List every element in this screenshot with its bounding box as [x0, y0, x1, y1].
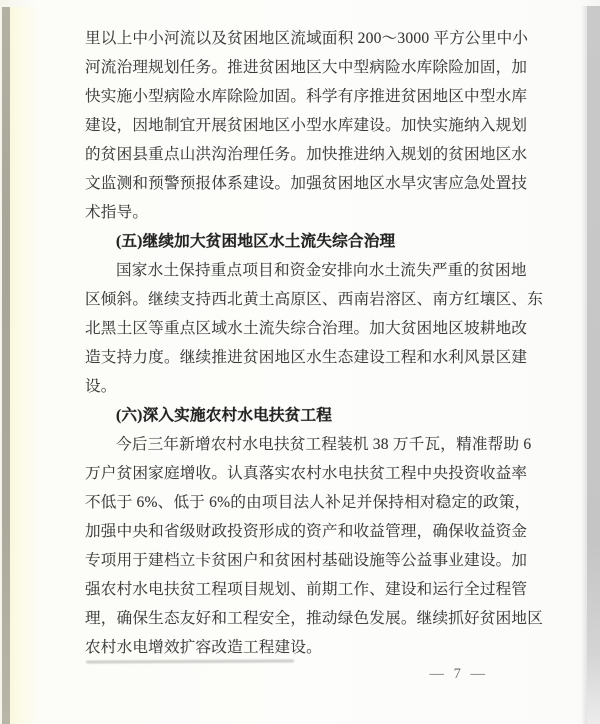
body-line: 理，确保生态友好和工程安全，推动绿色发展。继续抓好贫困地区 [85, 610, 544, 627]
body-line: 建设，因地制宜开展贫困地区小型水库建设。加快实施纳入规划 [85, 117, 528, 134]
body-line: 不低于 6%、低于 6%的由项目法人补足并保持相对稳定的政策， [85, 494, 531, 511]
page-number: — 7 — [429, 666, 488, 682]
body-line: 快实施小型病险水库除险加固。科学有序推进贫困地区中型水库 [85, 88, 528, 105]
body-line: 北黑土区等重点区域水土流失综合治理。加大贫困地区坡耕地改 [85, 320, 528, 337]
body-line: 农村水电增效扩容改造工程建设。 [85, 639, 322, 656]
body-line: 今后三年新增农村水电扶贫工程装机 38 万千瓦，精准帮助 6 [116, 436, 532, 453]
section-heading-5: (五)继续加大贫困地区水土流失综合治理 [116, 233, 396, 250]
scanner-background-edge-right [587, 6, 600, 724]
section-heading-6: (六)深入实施农村水电扶贫工程 [116, 407, 333, 424]
body-line: 国家水土保持重点项目和资金安排向水土流失严重的贫困地 [116, 262, 527, 279]
page-binding-edge-left [2, 7, 10, 724]
body-line: 河流治理规划任务。推进贫困地区大中型病险水库除险加固，加 [85, 59, 528, 76]
page-edge-glow-left [10, 7, 40, 724]
body-line: 区倾斜。继续支持西北黄土高原区、西南岩溶区、南方红壤区、东 [85, 291, 544, 308]
body-line: 里以上中小河流以及贫困地区流域面积 200～3000 平方公里中小 [85, 30, 529, 47]
document-text-block [85, 24, 544, 662]
body-line: 专项用于建档立卡贫困户和贫困村基础设施等公益事业建设。加 [85, 552, 528, 569]
body-line: 强农村水电扶贫工程项目规划、前期工作、建设和运行全过程管 [85, 581, 528, 598]
body-line: 的贫困县重点山洪沟治理任务。加快推进纳入规划的贫困地区水 [85, 146, 528, 163]
body-line: 万户贫困家庭增收。认真落实农村水电扶贫工程中央投资收益率 [85, 465, 528, 482]
body-line: 设。 [85, 378, 117, 395]
body-line: 术指导。 [85, 204, 149, 221]
body-line: 造支持力度。继续推进贫困地区水生态建设工程和水利风景区建 [85, 349, 528, 366]
body-line: 文监测和预警预报体系建设。加强贫困地区水旱灾害应急处置技 [85, 175, 528, 192]
body-line: 加强中央和省级财政投资形成的资产和收益管理，确保收益资金 [85, 523, 528, 540]
